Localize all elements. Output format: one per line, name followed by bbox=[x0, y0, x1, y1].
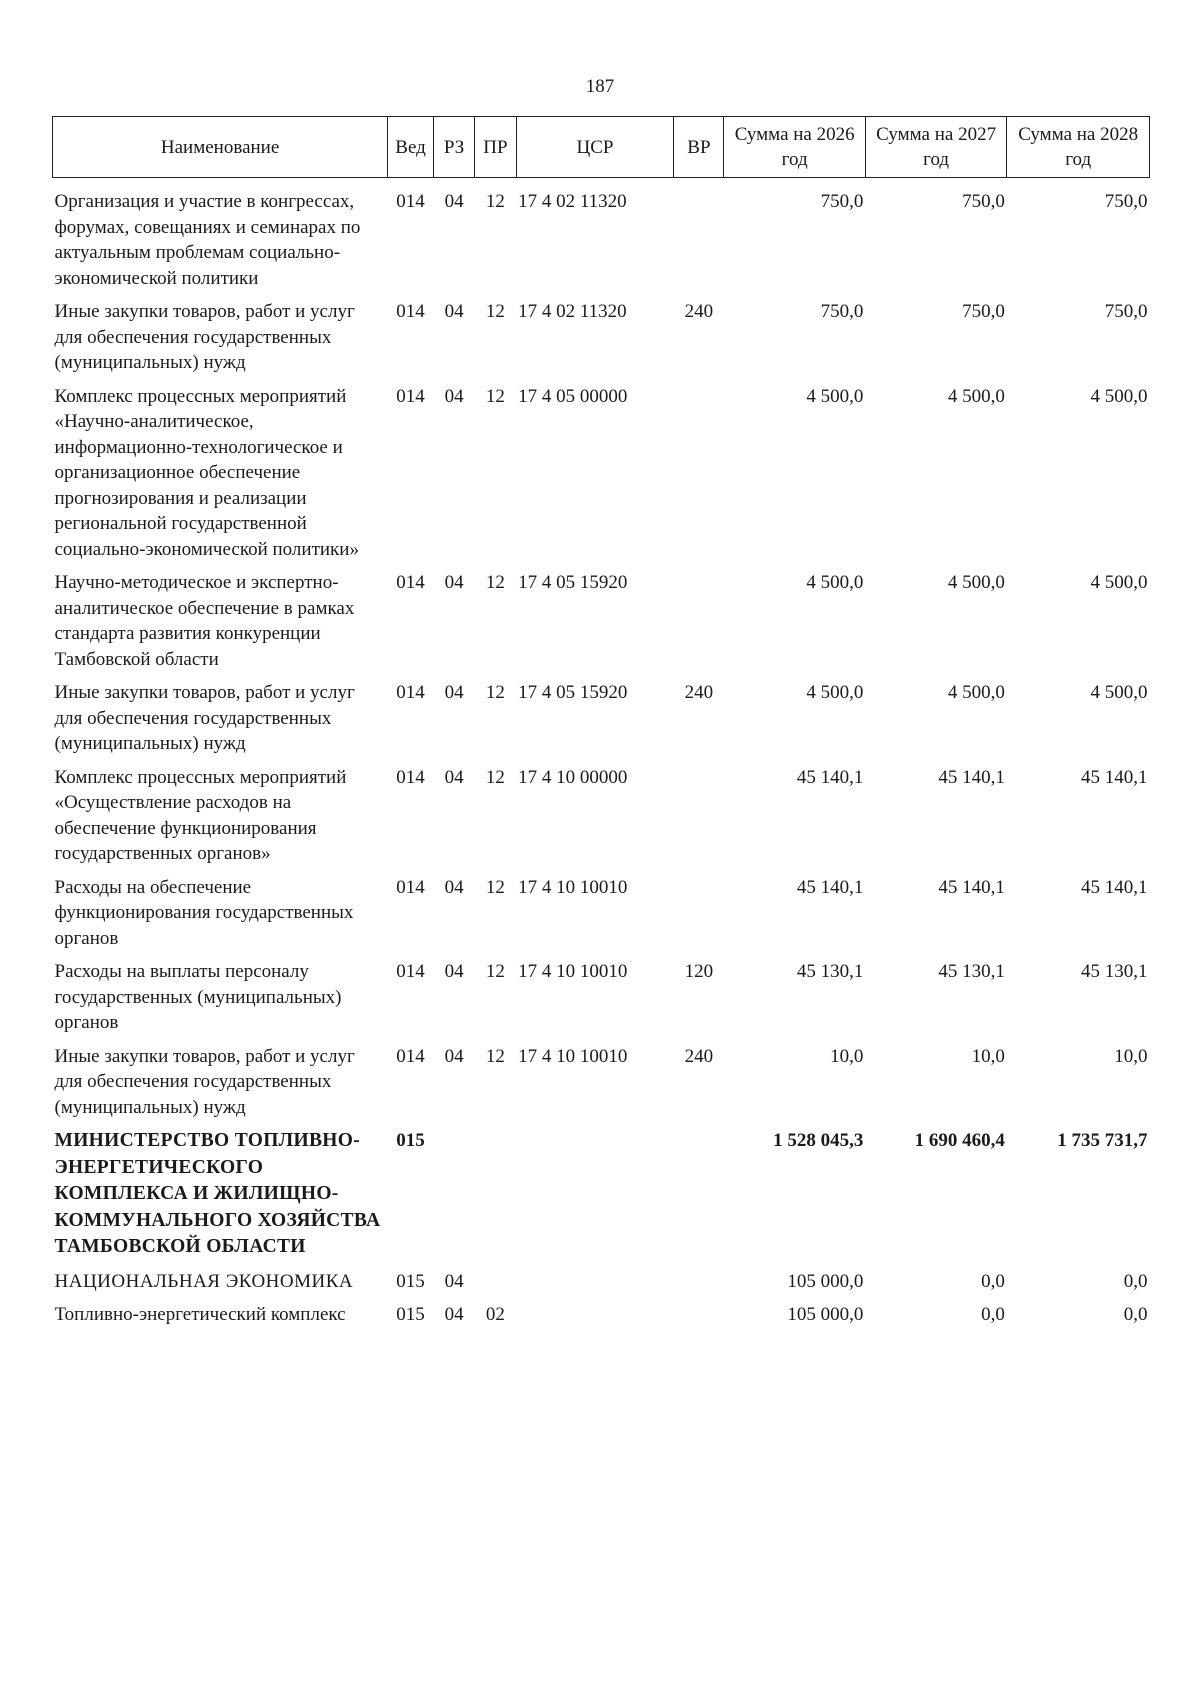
header-sum-2027: Сумма на 2027 год bbox=[865, 117, 1006, 178]
row-rz: 04 bbox=[444, 876, 464, 898]
row-pr: 12 bbox=[485, 301, 505, 322]
table-row bbox=[53, 757, 1150, 867]
row-vr: 120 bbox=[684, 961, 714, 982]
row-csr: 17 4 05 15920 bbox=[518, 682, 628, 703]
row-sum-2028: 750,0 bbox=[1104, 191, 1148, 212]
row-name: Расходы на выплаты персоналу государственных (муниципальных) органов bbox=[54, 961, 342, 1033]
row-sum-2026: 45 140,1 bbox=[796, 766, 864, 788]
row-ved: 014 bbox=[396, 682, 425, 703]
row-vr bbox=[674, 1294, 724, 1328]
row-sum-2026: 750,0 bbox=[820, 301, 864, 322]
row-vr bbox=[674, 1120, 724, 1261]
header-sum-2026: Сумма на 2026 год bbox=[724, 117, 865, 178]
row-rz: 04 bbox=[444, 301, 464, 322]
row-sum-2028: 4 500,0 bbox=[1090, 682, 1148, 703]
row-sum-2027: 750,0 bbox=[962, 301, 1005, 322]
row-sum-2026: 4 500,0 bbox=[806, 682, 864, 703]
table-row bbox=[53, 1294, 1150, 1328]
row-rz: 04 bbox=[444, 766, 464, 788]
row-vr bbox=[674, 757, 724, 867]
row-sum-2026: 750,0 bbox=[820, 191, 864, 212]
row-name: Организация и участие в конгрессах, форумах, совещаниях и семинарах по актуальным проблемам социально-экономической политики bbox=[54, 191, 361, 289]
row-ved: 014 bbox=[396, 572, 425, 593]
row-name: Топливно-энергетический комплекс bbox=[54, 1304, 346, 1325]
row-pr: 12 bbox=[485, 385, 505, 407]
row-sum-2027: 750,0 bbox=[962, 191, 1005, 212]
row-csr bbox=[516, 1294, 674, 1328]
table-row bbox=[53, 1036, 1150, 1121]
row-ved: 015 bbox=[396, 1130, 425, 1151]
row-csr: 17 4 05 00000 bbox=[518, 385, 628, 407]
row-ved: 014 bbox=[396, 876, 425, 898]
row-rz: 04 bbox=[444, 385, 464, 407]
row-sum-2028: 45 140,1 bbox=[1081, 876, 1148, 898]
row-sum-2027: 0,0 bbox=[981, 1304, 1005, 1325]
row-name: Иные закупки товаров, работ и услуг для обеспечения государственных (муниципальных) нужд bbox=[54, 682, 355, 754]
row-ved: 014 bbox=[396, 961, 425, 982]
row-csr: 17 4 02 11320 bbox=[518, 301, 627, 322]
table-row bbox=[53, 672, 1150, 757]
table-row bbox=[53, 562, 1150, 672]
row-pr: 12 bbox=[485, 766, 505, 788]
row-pr: 12 bbox=[485, 572, 505, 593]
table-header-row bbox=[53, 117, 1150, 178]
row-ved: 014 bbox=[396, 766, 425, 788]
row-csr: 17 4 10 10010 bbox=[518, 876, 628, 898]
row-vr: 240 bbox=[684, 1045, 714, 1067]
table-row bbox=[53, 178, 1150, 292]
row-csr bbox=[516, 1261, 674, 1295]
row-vr: 240 bbox=[684, 301, 714, 322]
page-number: 187 bbox=[585, 76, 615, 97]
header-csr: ЦСР bbox=[516, 117, 674, 178]
row-vr bbox=[674, 178, 724, 292]
row-pr: 12 bbox=[485, 961, 505, 982]
row-ved: 014 bbox=[396, 385, 425, 407]
row-ved: 015 bbox=[396, 1270, 425, 1292]
row-pr: 12 bbox=[485, 876, 505, 898]
row-pr: 12 bbox=[485, 682, 505, 703]
row-sum-2027: 1 690 460,4 bbox=[914, 1130, 1005, 1151]
row-sum-2026: 105 000,0 bbox=[787, 1270, 864, 1292]
table-row bbox=[53, 951, 1150, 1036]
row-name: Научно-методическое и экспертно-аналитическое обеспечение в рамках стандарта развития конкуренции Тамбовской области bbox=[54, 572, 355, 670]
row-ved: 014 bbox=[396, 191, 425, 212]
row-vr: 240 bbox=[684, 682, 714, 703]
row-rz: 04 bbox=[444, 191, 464, 212]
table-row bbox=[53, 291, 1150, 376]
header-name: Наименование bbox=[53, 117, 388, 178]
row-name: НАЦИОНАЛЬНАЯ ЭКОНОМИКА bbox=[54, 1270, 354, 1292]
row-pr: 12 bbox=[485, 1045, 505, 1067]
row-csr: 17 4 05 15920 bbox=[518, 572, 628, 593]
header-sum-2028: Сумма на 2028 год bbox=[1007, 117, 1150, 178]
row-rz: 04 bbox=[444, 1045, 464, 1067]
row-vr bbox=[674, 867, 724, 952]
row-sum-2027: 4 500,0 bbox=[947, 682, 1005, 703]
row-csr: 17 4 02 11320 bbox=[518, 191, 627, 212]
row-name: Расходы на обеспечение функционирования государственных органов bbox=[54, 876, 354, 949]
row-sum-2028: 0,0 bbox=[1123, 1304, 1148, 1325]
row-sum-2028: 750,0 bbox=[1104, 301, 1148, 322]
row-csr bbox=[516, 1120, 674, 1261]
row-rz: 04 bbox=[444, 1304, 464, 1325]
row-rz: 04 bbox=[444, 1270, 464, 1292]
row-vr bbox=[674, 562, 724, 672]
row-pr: 02 bbox=[485, 1304, 505, 1325]
row-pr: 12 bbox=[485, 191, 505, 212]
row-csr: 17 4 10 10010 bbox=[518, 961, 628, 982]
row-sum-2027: 4 500,0 bbox=[947, 572, 1005, 593]
row-name: Иные закупки товаров, работ и услуг для обеспечения государственных (муниципальных) нужд bbox=[54, 301, 355, 373]
row-sum-2028: 10,0 bbox=[1114, 1045, 1148, 1067]
row-sum-2026: 105 000,0 bbox=[787, 1304, 864, 1325]
table-row bbox=[53, 867, 1150, 952]
row-rz: 04 bbox=[444, 572, 464, 593]
row-sum-2028: 4 500,0 bbox=[1090, 385, 1148, 407]
row-sum-2027: 0,0 bbox=[981, 1270, 1005, 1292]
budget-table bbox=[52, 116, 1150, 1328]
row-sum-2026: 45 140,1 bbox=[796, 876, 864, 898]
row-name: Комплекс процессных мероприятий «Осуществление расходов на обеспечение функционирования государственных органов» bbox=[54, 766, 347, 864]
row-sum-2026: 4 500,0 bbox=[806, 572, 864, 593]
row-rz: 04 bbox=[444, 682, 464, 703]
header-vr: ВР bbox=[674, 117, 724, 178]
row-sum-2027: 45 140,1 bbox=[938, 766, 1005, 788]
table-row-section bbox=[53, 1261, 1150, 1295]
row-sum-2028: 0,0 bbox=[1123, 1270, 1148, 1292]
row-sum-2027: 4 500,0 bbox=[947, 385, 1005, 407]
header-ved: Вед bbox=[388, 117, 434, 178]
row-vr bbox=[674, 376, 724, 563]
row-vr bbox=[674, 1261, 724, 1295]
row-sum-2026: 1 528 045,3 bbox=[773, 1130, 864, 1151]
header-rz: РЗ bbox=[433, 117, 474, 178]
row-ved: 015 bbox=[396, 1304, 425, 1325]
row-name: Комплекс процессных мероприятий «Научно-аналитическое, информационно-технологическое и организационное обеспечение прогнозирования и реализации региональной государственной социально-экономической политики» bbox=[54, 385, 359, 560]
table-row-ministry bbox=[53, 1120, 1150, 1261]
row-pr bbox=[475, 1120, 516, 1261]
row-sum-2026: 4 500,0 bbox=[806, 385, 864, 407]
row-pr bbox=[475, 1261, 516, 1295]
row-ved: 014 bbox=[396, 301, 425, 322]
row-sum-2028: 45 130,1 bbox=[1081, 961, 1148, 982]
row-sum-2028: 45 140,1 bbox=[1081, 766, 1148, 788]
table-row bbox=[53, 376, 1150, 563]
row-rz: 04 bbox=[444, 961, 464, 982]
row-name: МИНИСТЕРСТВО ТОПЛИВНО-ЭНЕРГЕТИЧЕСКОГО КОМПЛЕКСА И ЖИЛИЩНО-КОММУНАЛЬНОГО ХОЗЯЙСТВА ТАМБОВСКОЙ ОБЛАСТИ bbox=[54, 1130, 381, 1257]
header-pr: ПР bbox=[475, 117, 516, 178]
row-rz bbox=[433, 1120, 474, 1261]
row-csr: 17 4 10 10010 bbox=[518, 1045, 628, 1067]
row-sum-2028: 4 500,0 bbox=[1090, 572, 1148, 593]
row-sum-2027: 45 140,1 bbox=[938, 876, 1005, 898]
row-sum-2027: 45 130,1 bbox=[938, 961, 1005, 982]
row-csr: 17 4 10 00000 bbox=[518, 766, 628, 788]
row-ved: 014 bbox=[396, 1045, 425, 1067]
row-sum-2026: 10,0 bbox=[830, 1045, 864, 1067]
row-sum-2028: 1 735 731,7 bbox=[1057, 1130, 1148, 1151]
row-sum-2027: 10,0 bbox=[971, 1045, 1005, 1067]
row-name: Иные закупки товаров, работ и услуг для обеспечения государственных (муниципальных) нужд bbox=[54, 1045, 355, 1118]
row-sum-2026: 45 130,1 bbox=[796, 961, 864, 982]
